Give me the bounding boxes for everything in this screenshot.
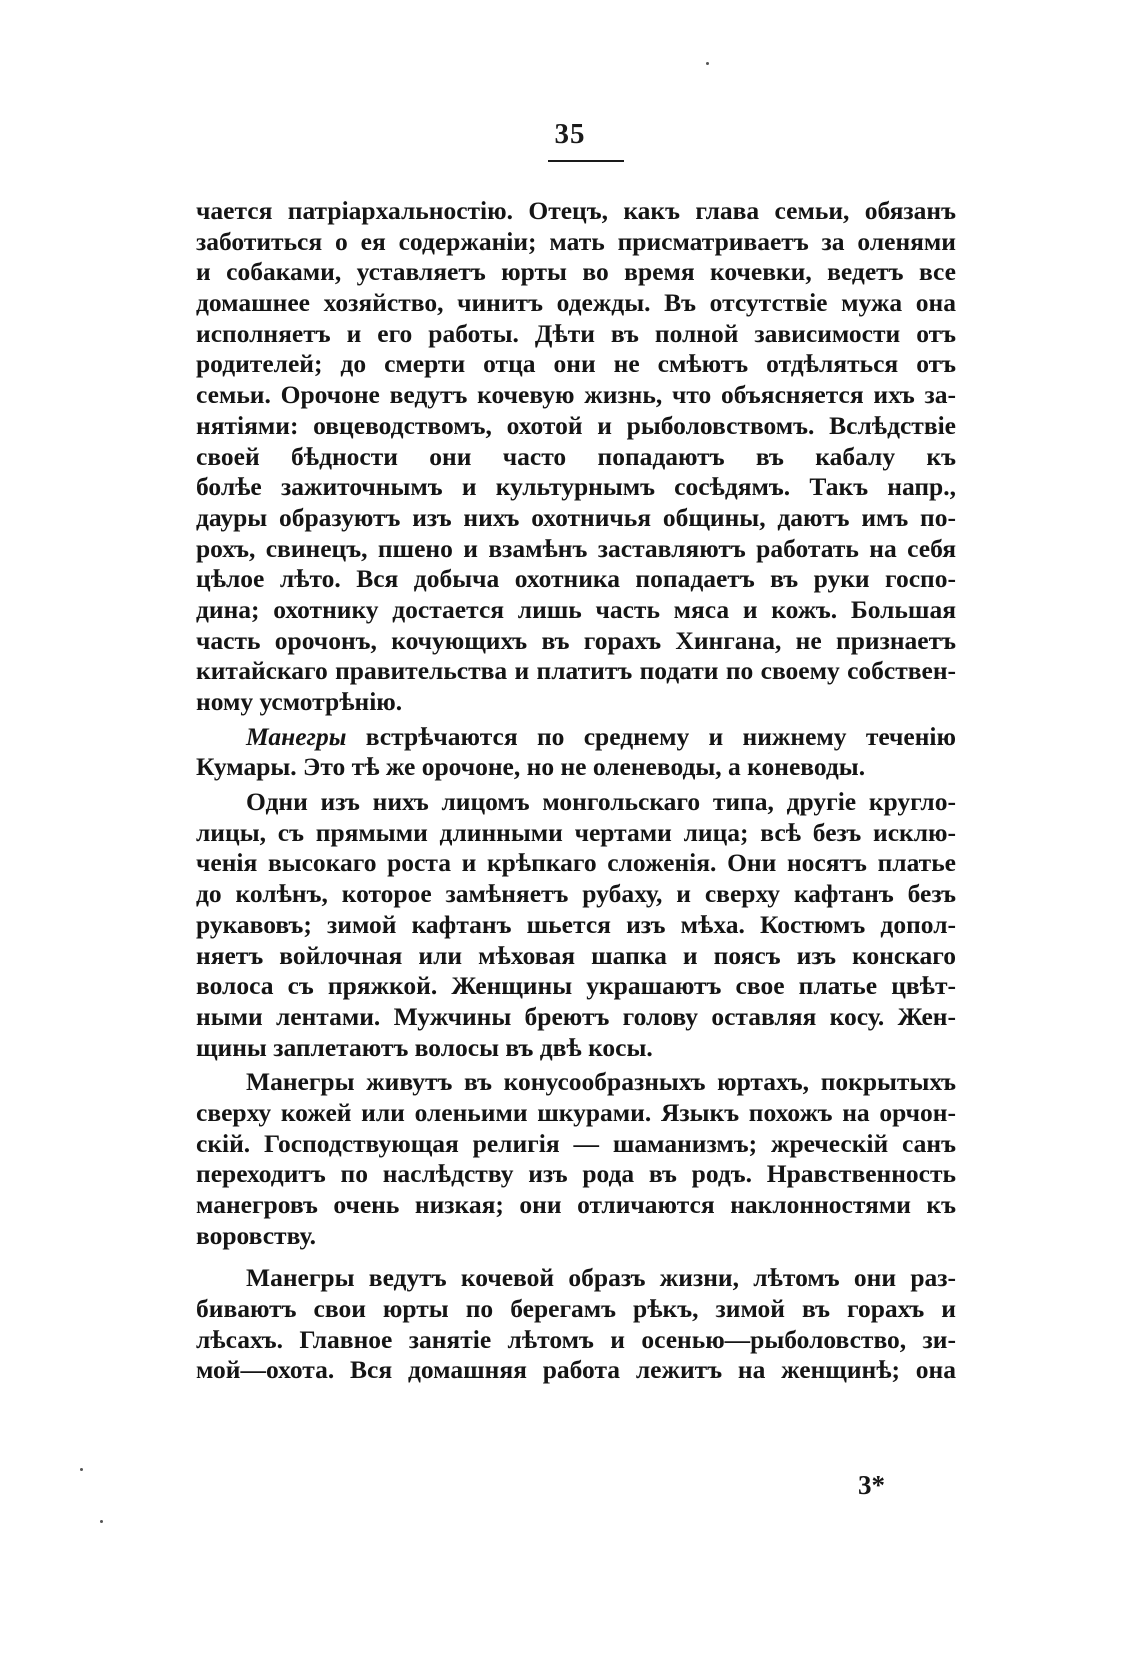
text-line: лѣсахъ. Главное занятіе лѣтомъ и осенью—рыболовство, зи- [196,1324,956,1354]
page-number-underline [548,160,624,162]
text-line: воровству. [196,1220,317,1250]
text-line: няетъ войлочная или мѣховая шапка и поясъ изъ конскаго [196,940,956,970]
text-line: заботиться о ея содержаніи; мать присматриваетъ за оленями [196,226,956,256]
paragraph-4 [196,1067,956,1251]
text-line: семьи. Орочоне ведутъ кочевую жизнь, что объясняется ихъ за- [196,380,956,410]
text-line: цѣлое лѣто. Вся добыча охотника попадаетъ въ руки госпо- [196,564,956,594]
text-line: Кумары. Это тѣ же орочоне, но не оленеводы, а коневоды. [196,752,866,782]
text-line: лицы, съ прямыми длинными чертами лица; всѣ безъ исклю- [196,817,956,847]
text-line-rest: встрѣчаются по среднему и нижнему теченію [346,721,956,751]
text-line: щины заплетаютъ волосы въ двѣ косы. [196,1032,653,1062]
text-line: ными лентами. Мужчины бреютъ голову оставляя косу. Жен- [196,1001,956,1031]
text-line: рохъ, свинецъ, пшено и взамѣнъ заставляютъ работать на себя [196,533,956,563]
text-line: исполняетъ и его работы. Дѣти въ полной зависимости отъ [196,318,956,348]
text-line: домашнее хозяйство, чинитъ одежды. Въ отсутствіе мужа она [196,288,956,318]
text-line: родителей; до смерти отца они не смѣютъ отдѣляться отъ [196,349,956,379]
text-line [196,722,956,753]
paragraph-3 [196,787,956,1063]
paragraph-heading: Манегры [246,721,347,751]
text-line: нятіями: овцеводствомъ, охотой и рыболовствомъ. Вслѣдствіе [196,410,956,440]
text-line: сверху кожей или оленьими шкурами. Языкъ похожъ на орчон- [196,1097,956,1127]
paragraph-1 [196,196,956,718]
page-number: 35 [554,118,586,150]
paragraph-2 [196,722,956,783]
text-line: чается патріархальностію. Отецъ, какъ глава семьи, обязанъ [196,196,956,225]
printer-signature: 3* [858,1470,885,1500]
text-line: переходитъ по наслѣдству изъ рода въ родъ. Нравственность [196,1159,956,1189]
text-line: дина; охотнику достается лишь часть мяса и кожъ. Большая [196,594,956,624]
paragraph-gap [196,1251,956,1263]
text-line: своей бѣдности они часто попадаютъ въ кабалу къ [196,441,956,471]
text-line: манегровъ очень низкая; они отличаются наклонностями къ [196,1190,956,1219]
text-line: Манегры живутъ въ конусообразныхъ юртахъ, покрытыхъ [246,1067,956,1097]
text-line: скій. Господствующая религія — шаманизмъ; жреческій санъ [196,1128,956,1158]
text-line: биваютъ свои юрты по берегамъ рѣкъ, зимой въ горахъ и [196,1294,956,1324]
text-line: ному усмотрѣнію. [196,687,403,716]
text-line: дауры образуютъ изъ нихъ охотничья общины, даютъ имъ по- [196,502,956,532]
scan-speck [706,62,709,65]
paragraph-5 [196,1263,956,1386]
text-line: до колѣнъ, которое замѣняетъ рубаху, и сверху кафтанъ безъ [196,879,956,909]
text-line: ченія высокаго роста и крѣпкаго сложенія. Они носятъ платье [196,848,956,878]
text-line: китайскаго правительства и платитъ подати по своему собствен- [196,656,956,686]
text-line: рукавовъ; зимой кафтанъ шьется изъ мѣха. Костюмъ допол- [196,909,956,939]
body-text [196,196,956,1386]
text-line: болѣе зажиточнымъ и культурнымъ сосѣдямъ. Такъ напр., [196,472,956,502]
scan-speck [100,1520,103,1523]
text-line: Манегры ведутъ кочевой образъ жизни, лѣтомъ они раз- [246,1263,956,1293]
text-line: мой—охота. Вся домашняя работа лежитъ на женщинѣ; она [196,1355,956,1385]
text-line: часть орочонъ, кочующихъ въ горахъ Хингана, не признаетъ [196,625,956,655]
text-line: и собаками, уставляетъ юрты во время кочевки, ведетъ все [196,257,956,287]
text-line: волоса съ пряжкой. Женщины украшаютъ свое платье цвѣт- [196,971,956,1001]
scan-speck [80,1468,83,1471]
text-line: Одни изъ нихъ лицомъ монгольскаго типа, другіе кругло- [246,787,956,817]
